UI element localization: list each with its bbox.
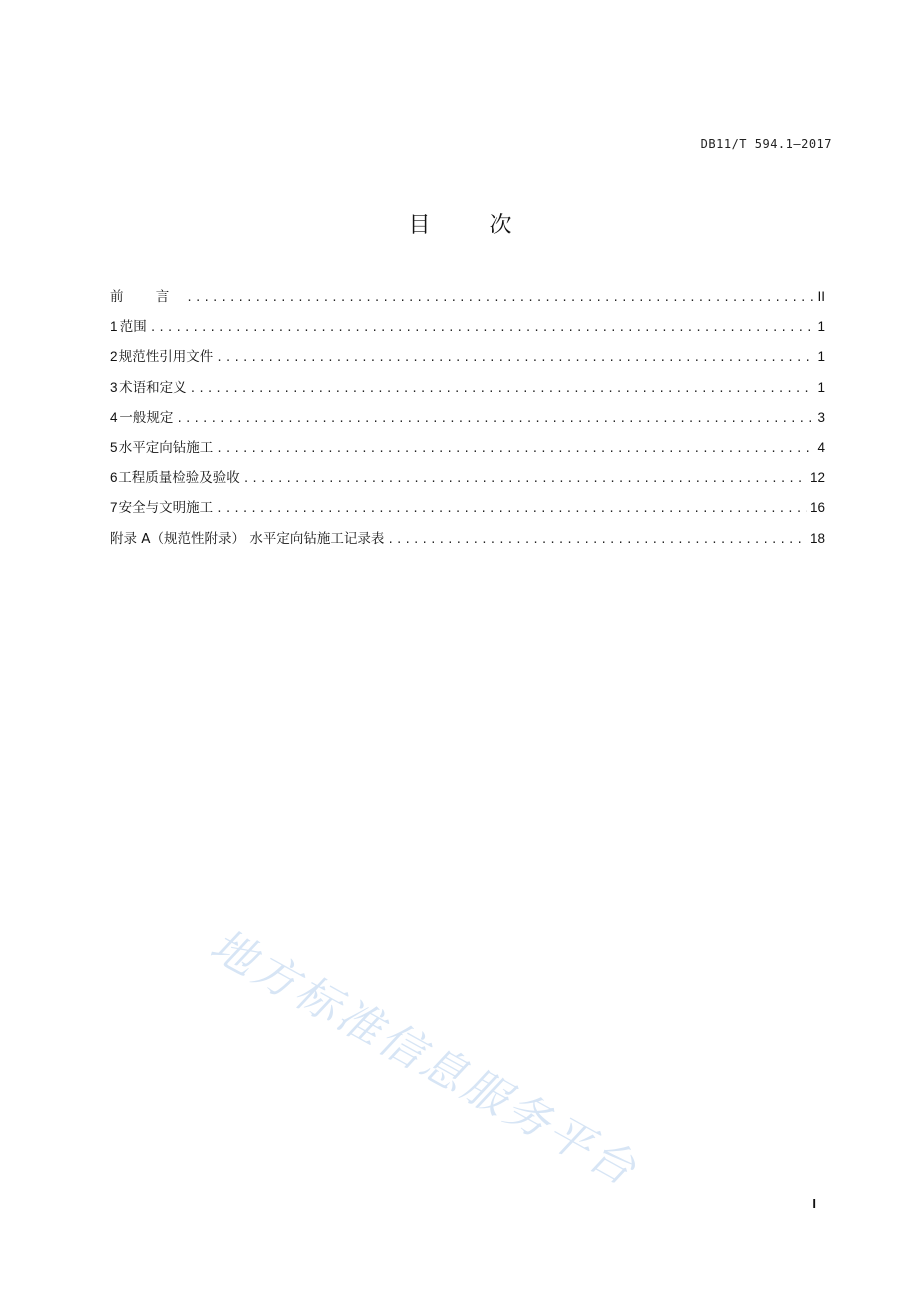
toc-entry-terms-definitions[interactable] [110,376,825,406]
toc-entry-number: 1 [110,319,118,335]
toc-entry-page: 1 [817,349,825,365]
toc-entry-page: 4 [817,439,825,455]
toc-entry-page: 1 [817,379,825,395]
toc-entry-quality-inspection[interactable] [110,466,825,496]
toc-leader-dots [243,472,807,485]
toc-entry-label: 前 言 [110,289,184,305]
toc-entry-number: 7 [110,500,118,516]
toc-entry-number: 5 [110,439,118,455]
watermark: 地方标准信息服务平台 [201,919,647,1197]
toc-entry-label: 水平定向钻施工 [118,439,214,456]
toc-entry-normative-references[interactable] [110,345,825,375]
table-of-contents [110,285,825,557]
toc-entry-label: 一般规定 [119,409,174,426]
toc-leader-dots [387,533,807,546]
toc-entry-label: 规范性引用文件 [118,349,214,366]
page-number: I [812,1196,816,1211]
toc-entry-page: 3 [817,409,825,425]
page-title: 目 次 [408,213,538,238]
toc-entry-label: 附录 A（规范性附录） 水平定向钻施工记录表 [110,530,385,547]
toc-entry-scope[interactable] [110,315,825,345]
toc-entry-page: 12 [809,470,825,486]
toc-entry-page: 16 [809,500,825,516]
document-code: DB11/T 594.1—2017 [700,137,832,151]
toc-entry-label: 范围 [119,319,147,336]
toc-leader-dots [216,442,814,455]
toc-entry-label: 工程质量检验及验收 [118,470,240,487]
toc-entry-number: 3 [110,379,118,395]
toc-leader-dots [190,382,815,395]
toc-entry-general-provisions[interactable] [110,406,825,436]
toc-leader-dots [186,291,814,304]
toc-entry-number: 4 [110,409,118,425]
toc-entry-appendix-a[interactable] [110,527,825,557]
toc-entry-hdd-construction[interactable] [110,436,825,466]
toc-entry-page: 1 [817,319,825,335]
toc-entry-number: 2 [110,349,118,365]
toc-entry-page: II [817,289,825,304]
toc-entry-foreword[interactable] [110,285,825,315]
toc-entry-safety[interactable] [110,496,825,526]
toc-entry-page: 18 [809,530,825,546]
toc-entry-label: 术语和定义 [119,379,187,396]
toc-entry-label: 安全与文明施工 [118,500,214,517]
toc-leader-dots [150,321,815,334]
toc-leader-dots [176,412,814,425]
toc-leader-dots [216,351,814,364]
toc-entry-number: 6 [110,470,118,486]
toc-leader-dots [216,502,807,515]
